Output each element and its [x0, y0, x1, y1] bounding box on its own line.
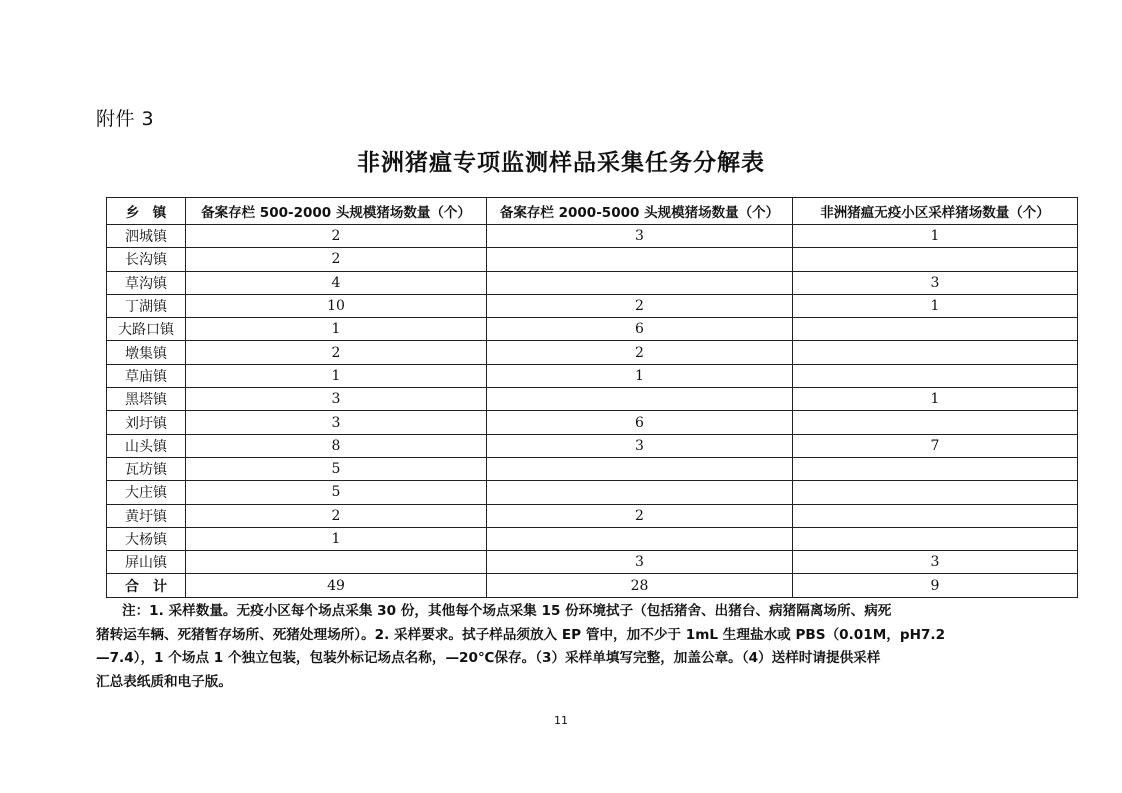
table-header-row: [107, 198, 1078, 225]
table-row: [107, 457, 1078, 480]
cell-town: 山头镇: [107, 434, 186, 457]
cell-count-c1: 49: [186, 574, 487, 597]
attachment-label: 附件 3: [96, 108, 155, 130]
table-total-row: [107, 574, 1078, 597]
cell-count-c2: 2: [487, 294, 793, 317]
note-line-3: —7.4），1 个场点 1 个独立包装，包装外标记场点名称，—20℃保存。（3）采样单填写完整，加盖公章。（4）送样时请提供采样: [96, 650, 881, 666]
cell-count-c2: 6: [487, 411, 793, 434]
table-row: [107, 527, 1078, 550]
cell-count-c2: 1: [487, 364, 793, 387]
cell-count-c2: [487, 248, 793, 271]
cell-count-c2: [487, 481, 793, 504]
cell-count-c2: 2: [487, 341, 793, 364]
note-line-2: 猪转运车辆、死猪暂存场所、死猪处理场所）。2. 采样要求。拭子样品须放入 EP 管中，加不少于 1mL 生理盐水或 PBS（0.01M，pH7.2: [96, 626, 946, 643]
cell-town: 合 计: [107, 574, 186, 597]
cell-count-c3: [793, 411, 1078, 434]
header-town: 乡 镇: [107, 198, 186, 225]
cell-town: 草沟镇: [107, 271, 186, 294]
cell-count-c3: [793, 318, 1078, 341]
cell-count-c1: 2: [186, 341, 487, 364]
table-row: [107, 504, 1078, 527]
cell-count-c2: 2: [487, 504, 793, 527]
cell-town: 屏山镇: [107, 551, 186, 574]
cell-town: 黄圩镇: [107, 504, 186, 527]
cell-count-c2: [487, 457, 793, 480]
table-row: [107, 248, 1078, 271]
cell-town: 瓦坊镇: [107, 457, 186, 480]
cell-count-c3: [793, 481, 1078, 504]
cell-count-c1: 3: [186, 388, 487, 411]
cell-count-c1: 10: [186, 294, 487, 317]
cell-count-c3: [793, 457, 1078, 480]
page-number: 11: [554, 714, 568, 727]
cell-count-c1: 8: [186, 434, 487, 457]
cell-count-c1: 2: [186, 225, 487, 248]
cell-count-c2: 6: [487, 318, 793, 341]
cell-town: 墩集镇: [107, 341, 186, 364]
cell-town: 丁湖镇: [107, 294, 186, 317]
cell-count-c1: 1: [186, 364, 487, 387]
cell-count-c3: 1: [793, 225, 1078, 248]
cell-count-c1: 1: [186, 527, 487, 550]
cell-count-c1: 3: [186, 411, 487, 434]
cell-count-c1: [186, 551, 487, 574]
cell-count-c1: 4: [186, 271, 487, 294]
cell-count-c2: 3: [487, 434, 793, 457]
table-row: [107, 318, 1078, 341]
note-line-1: 注：1. 采样数量。无疫小区每个场点采集 30 份，其他每个场点采集 15 份环境拭子（包括猪舍、出猪台、病猪隔离场所、病死: [122, 603, 892, 619]
cell-count-c3: [793, 504, 1078, 527]
cell-count-c3: [793, 527, 1078, 550]
cell-town: 刘圩镇: [107, 411, 186, 434]
cell-count-c3: 3: [793, 551, 1078, 574]
cell-count-c2: 28: [487, 574, 793, 597]
cell-count-c2: [487, 527, 793, 550]
cell-count-c3: 9: [793, 574, 1078, 597]
note-paragraph: [96, 600, 1036, 694]
cell-count-c3: [793, 248, 1078, 271]
cell-count-c3: 1: [793, 294, 1078, 317]
cell-count-c2: [487, 388, 793, 411]
cell-town: 泗城镇: [107, 225, 186, 248]
table-row: [107, 364, 1078, 387]
table-row: [107, 551, 1078, 574]
cell-town: 大路口镇: [107, 318, 186, 341]
table-row: [107, 294, 1078, 317]
table-row: [107, 271, 1078, 294]
cell-town: 大庄镇: [107, 481, 186, 504]
cell-town: 草庙镇: [107, 364, 186, 387]
table-row: [107, 225, 1078, 248]
cell-town: 长沟镇: [107, 248, 186, 271]
document-title: 非洲猪瘟专项监测样品采集任务分解表: [357, 150, 765, 176]
cell-count-c3: 7: [793, 434, 1078, 457]
sampling-task-table: [106, 197, 1078, 598]
table-row: [107, 388, 1078, 411]
cell-count-c2: [487, 271, 793, 294]
note-line-4: 汇总表纸质和电子版。: [96, 673, 232, 690]
table-row: [107, 411, 1078, 434]
cell-count-c2: 3: [487, 225, 793, 248]
cell-count-c1: 2: [186, 504, 487, 527]
cell-town: 黑塔镇: [107, 388, 186, 411]
header-2000-5000: 备案存栏 2000-5000 头规模猪场数量（个）: [487, 198, 793, 225]
header-500-2000: 备案存栏 500-2000 头规模猪场数量（个）: [186, 198, 487, 225]
table-row: [107, 481, 1078, 504]
table-row: [107, 341, 1078, 364]
header-disease-free-zone: 非洲猪瘟无疫小区采样猪场数量（个）: [793, 198, 1078, 225]
cell-count-c1: 2: [186, 248, 487, 271]
cell-count-c3: 3: [793, 271, 1078, 294]
cell-count-c1: 5: [186, 481, 487, 504]
cell-count-c3: [793, 341, 1078, 364]
cell-count-c3: [793, 364, 1078, 387]
cell-count-c3: 1: [793, 388, 1078, 411]
table-row: [107, 434, 1078, 457]
cell-town: 大杨镇: [107, 527, 186, 550]
cell-count-c1: 1: [186, 318, 487, 341]
cell-count-c1: 5: [186, 457, 487, 480]
cell-count-c2: 3: [487, 551, 793, 574]
